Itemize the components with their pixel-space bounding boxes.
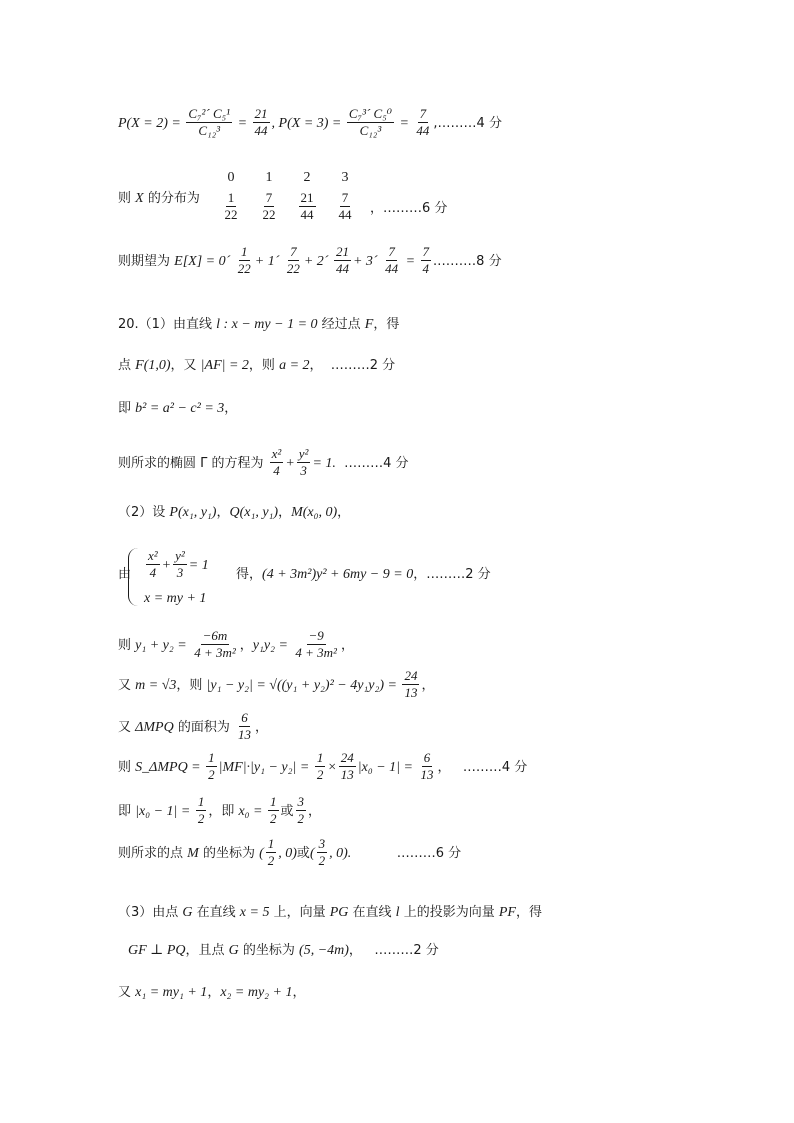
fraction-denominator: 2 — [208, 767, 215, 782]
fraction — [414, 106, 431, 139]
math-expression: y₁ + y₂ = — [135, 637, 191, 653]
math-expression: = 1. — [312, 455, 336, 471]
fraction-numerator: 21 — [254, 106, 268, 121]
fraction-denominator: 2 — [297, 811, 305, 826]
text: 的面积为 — [173, 719, 234, 735]
fraction-denominator: 4 — [149, 565, 157, 580]
fraction — [270, 446, 284, 479]
text: ，得 — [515, 905, 542, 920]
text: 或 — [280, 803, 294, 819]
solution-line-l15 — [118, 836, 461, 869]
text: 在直线 — [348, 905, 396, 920]
text: 则所求的椭圆 Γ 的方程为 — [118, 455, 268, 471]
fraction-numerator: 21 — [335, 244, 349, 259]
math-expression: ΔMPQ — [135, 719, 174, 735]
math-expression: , 0) — [278, 845, 297, 861]
text: ， — [337, 505, 351, 520]
math-expression: = — [234, 115, 251, 131]
fraction-numerator: 7 — [419, 106, 427, 121]
system-brace — [128, 548, 139, 606]
score-mark: ,………4 分 — [433, 115, 502, 131]
fraction — [347, 106, 394, 139]
text: 上的投影为向量 — [399, 905, 499, 920]
solution-line-l12 — [118, 710, 268, 743]
fraction-numerator: 1 — [270, 794, 277, 809]
text: 或 — [296, 845, 310, 861]
fraction — [285, 244, 302, 277]
math-expression: P(x₁, y₁) — [169, 505, 217, 520]
solution-line-l16 — [118, 902, 542, 923]
text: 的坐标为 — [198, 845, 260, 861]
math-expression: G — [182, 905, 193, 920]
math-expression: a = 2 — [279, 358, 310, 373]
math-expression: b² = a² − c² = 3 — [135, 401, 225, 416]
fraction — [297, 446, 311, 479]
text: ， — [292, 985, 306, 1000]
math-expression: G — [228, 943, 239, 958]
score-mark: ， ………2 分 — [348, 943, 439, 958]
math-expression: + 1´ — [254, 253, 283, 269]
text: ， — [239, 637, 253, 653]
text: 20.（1）由直线 — [118, 317, 217, 332]
fraction-numerator: −6m — [202, 628, 228, 643]
solution-line-l4 — [118, 314, 399, 335]
fraction-denominator: 22 — [286, 261, 300, 276]
fraction — [334, 244, 351, 277]
math-expression: M(x₀, 0) — [291, 505, 338, 520]
text: ， — [421, 677, 435, 693]
math-expression: GF ⊥ PQ — [128, 943, 186, 958]
fraction-denominator: C₁₂³ — [198, 123, 221, 138]
fraction — [383, 244, 400, 277]
fraction-denominator: 4 + 3m² — [295, 645, 337, 660]
text: 点 — [118, 358, 136, 373]
text: 则 — [118, 637, 136, 653]
fraction — [186, 106, 232, 139]
solution-line-l7 — [118, 446, 409, 479]
text: 又 — [118, 719, 136, 735]
fraction — [253, 106, 270, 139]
math-expression: , 0). — [329, 845, 352, 861]
math-expression: ( — [309, 845, 315, 861]
math-expression: , P(X = 3) = — [271, 115, 345, 131]
fraction-denominator: 44 — [335, 261, 349, 276]
fraction-denominator: 44 — [385, 261, 399, 276]
fraction — [236, 710, 253, 743]
fraction — [339, 750, 356, 783]
math-expression: + — [285, 455, 295, 471]
fraction-denominator: 4 + 3m² — [194, 645, 236, 660]
fraction-numerator: y² — [175, 548, 185, 563]
fraction-numerator: 7 — [422, 244, 430, 259]
solution-line-l13 — [118, 750, 527, 783]
math-expression: + — [161, 557, 172, 573]
text: 即 — [118, 803, 136, 819]
text: 上，向量 — [269, 905, 330, 920]
fraction-denominator: 13 — [420, 767, 434, 782]
math-expression: x = my + 1 — [144, 591, 207, 606]
text: 在直线 — [192, 905, 240, 920]
x-value-0: 0 — [227, 170, 235, 185]
fraction-numerator: 1 — [316, 750, 324, 765]
fraction-numerator: 6 — [241, 710, 248, 725]
text: ， — [340, 637, 354, 653]
solution-line-l3 — [118, 244, 502, 277]
fraction — [296, 794, 307, 827]
fraction-denominator: 2 — [197, 811, 205, 826]
fraction-denominator: 2 — [267, 853, 275, 868]
fraction — [196, 794, 207, 827]
fraction-denominator: 2 — [318, 853, 326, 868]
math-expression — [131, 565, 236, 585]
fraction-numerator: −9 — [308, 628, 324, 643]
fraction-denominator: 2 — [270, 811, 277, 826]
math-expression: x₂ = my₂ + 1 — [220, 985, 293, 1000]
math-expression: M — [187, 845, 199, 861]
fraction-numerator: 24 — [340, 750, 354, 765]
fraction-denominator: 2 — [316, 767, 324, 782]
distribution-x-row — [212, 170, 447, 186]
solution-line-l6 — [118, 398, 237, 419]
text: ， — [278, 505, 292, 520]
math-expression: S_ΔMPQ = — [135, 759, 205, 775]
fraction-denominator: 13 — [340, 767, 354, 782]
fraction-numerator: 7 — [388, 244, 395, 259]
solution-line-l8 — [118, 502, 350, 523]
fraction-numerator: 6 — [423, 750, 431, 765]
solution-line-l9 — [118, 564, 491, 585]
fraction-denominator: C₁₂³ — [359, 123, 382, 138]
solution-line-l2 — [118, 188, 200, 209]
distribution-table — [212, 170, 447, 223]
score-mark: ，………2 分 — [413, 567, 491, 582]
fraction-denominator: 44 — [416, 123, 430, 138]
text: 由 — [118, 567, 132, 582]
score-mark: ………4 分 — [335, 455, 409, 471]
score-mark: ………6 分 — [351, 845, 462, 861]
text: （3）由点 — [118, 905, 183, 920]
math-expression: (5, −4m) — [299, 943, 349, 958]
fraction-denominator: 44 — [254, 123, 268, 138]
math-expression: PF — [498, 905, 516, 920]
p-value-3: $\frac{7}{44}$ — [338, 190, 352, 222]
math-expression: F(1,0) — [135, 358, 171, 373]
math-expression: PG — [329, 905, 349, 920]
fraction-denominator: 3 — [300, 463, 307, 478]
math-expression: = — [395, 115, 413, 131]
text: （2）设 — [118, 505, 170, 520]
math-expression: + 2´ — [303, 253, 332, 269]
distribution-p-row — [212, 190, 447, 223]
math-expression: m = √3 — [135, 677, 177, 693]
text: ，且点 — [185, 943, 229, 958]
fraction-numerator: 7 — [290, 244, 297, 259]
math-expression: × — [327, 759, 337, 775]
math-expression: |AF| = 2 — [200, 358, 249, 373]
fraction-numerator: C₇²´ C₅¹ — [188, 106, 231, 121]
text: 又 — [118, 985, 136, 1000]
solution-line-l5 — [118, 355, 395, 376]
text: 则所求的点 — [118, 845, 188, 861]
solution-line-l14 — [118, 794, 321, 827]
math-expression: (4 + 3m²)y² + 6my − 9 = 0 — [262, 567, 414, 582]
fraction — [315, 750, 326, 783]
solution-line-l1 — [118, 106, 502, 139]
score-mark: .………8 分 — [433, 253, 502, 269]
text: 经过点 — [317, 317, 365, 332]
text: 则 — [118, 191, 136, 206]
text: 则期望为 — [118, 253, 175, 269]
math-expression: |MF|·|y₁ − y₂| = — [218, 759, 313, 775]
p-value-0: $\frac{1}{22}$ — [224, 190, 238, 222]
math-expression: y₁y₂ = — [252, 637, 292, 653]
text: ， — [207, 985, 221, 1000]
text: ，又 — [170, 358, 201, 373]
math-expression: l : x − my − 1 = 0 — [216, 317, 318, 332]
math-expression: |x₀ − 1| = — [135, 803, 194, 819]
fraction-numerator: x² — [271, 446, 282, 461]
solution-line-l11 — [118, 668, 435, 701]
math-expression: l — [395, 905, 400, 920]
fraction-denominator: 13 — [404, 685, 418, 700]
text: ，则 — [176, 677, 207, 693]
text: ， — [224, 401, 238, 416]
fraction-numerator: 1 — [208, 750, 215, 765]
text: 的坐标为 — [238, 943, 300, 958]
score-mark: ， ………4 分 — [437, 759, 528, 775]
fraction — [317, 836, 328, 869]
solution-line-l17 — [128, 940, 439, 961]
math-expression: ( — [259, 845, 264, 861]
fraction — [206, 750, 217, 783]
fraction-denominator: 22 — [237, 261, 251, 276]
math-expression: x₁ = my₁ + 1 — [135, 985, 208, 1000]
fraction-numerator: x² — [148, 548, 158, 563]
text: 又 — [118, 677, 136, 693]
x-value-1: 1 — [265, 170, 273, 185]
fraction-denominator: 4 — [422, 261, 430, 276]
x-value-2: 2 — [303, 170, 311, 185]
solution-line-l10 — [118, 628, 354, 661]
text: ， — [216, 505, 230, 520]
text: 则 — [118, 759, 136, 775]
solution-line-l18 — [118, 982, 306, 1003]
p-value-2: $\frac{21}{44}$ — [300, 190, 314, 222]
math-expression: P(X = 2) = — [118, 115, 185, 131]
text: ，得 — [373, 317, 400, 332]
text: ， — [308, 803, 322, 819]
fraction-denominator: 4 — [273, 463, 280, 478]
text: 得， — [236, 567, 263, 582]
fraction-numerator: 24 — [404, 668, 418, 683]
math-expression: F — [364, 317, 374, 332]
fraction — [421, 244, 432, 277]
math-expression: X — [135, 191, 144, 206]
fraction — [293, 628, 339, 661]
fraction — [266, 836, 277, 869]
math-expression: E[X] = 0´ — [174, 253, 234, 269]
fraction — [268, 794, 279, 827]
fraction — [418, 750, 435, 783]
math-expression: = 1 — [188, 557, 209, 573]
fraction-numerator: 3 — [297, 794, 305, 809]
fraction — [192, 628, 238, 661]
fraction — [402, 668, 419, 701]
p-value-1: $\frac{7}{22}$ — [262, 190, 276, 222]
text: 的分布为 — [143, 191, 200, 206]
math-expression: |x₀ − 1| = — [357, 759, 417, 775]
math-expression: Q(x₁, y₁) — [229, 505, 279, 520]
text: ，则 — [248, 358, 280, 373]
solution-line-l9b — [144, 588, 206, 609]
math-expression: + 3´ — [352, 253, 382, 269]
score-mark: ， ………2 分 — [309, 358, 396, 373]
fraction-numerator: y² — [298, 446, 309, 461]
math-expression: x = 5 — [239, 905, 270, 920]
fraction-denominator: 3 — [176, 565, 184, 580]
fraction-numerator: 1 — [267, 836, 275, 851]
math-expression: x₀ = — [238, 803, 266, 819]
distribution-score: ，………6 分 — [370, 201, 448, 216]
fraction-numerator: 1 — [241, 244, 248, 259]
math-expression: = — [402, 253, 419, 269]
text: ， — [254, 719, 268, 735]
fraction-numerator: 1 — [197, 794, 205, 809]
fraction-numerator: 3 — [318, 836, 326, 851]
text: 即 — [118, 401, 136, 416]
fraction-denominator: 13 — [237, 727, 251, 742]
text: ，即 — [208, 803, 239, 819]
fraction — [236, 244, 253, 277]
fraction-numerator: C₇³´ C₅⁰ — [348, 106, 392, 121]
math-expression: |y₁ − y₂| = √((y₁ + y₂)² − 4y₁y₂) = — [206, 677, 401, 693]
x-value-3: 3 — [341, 170, 349, 185]
